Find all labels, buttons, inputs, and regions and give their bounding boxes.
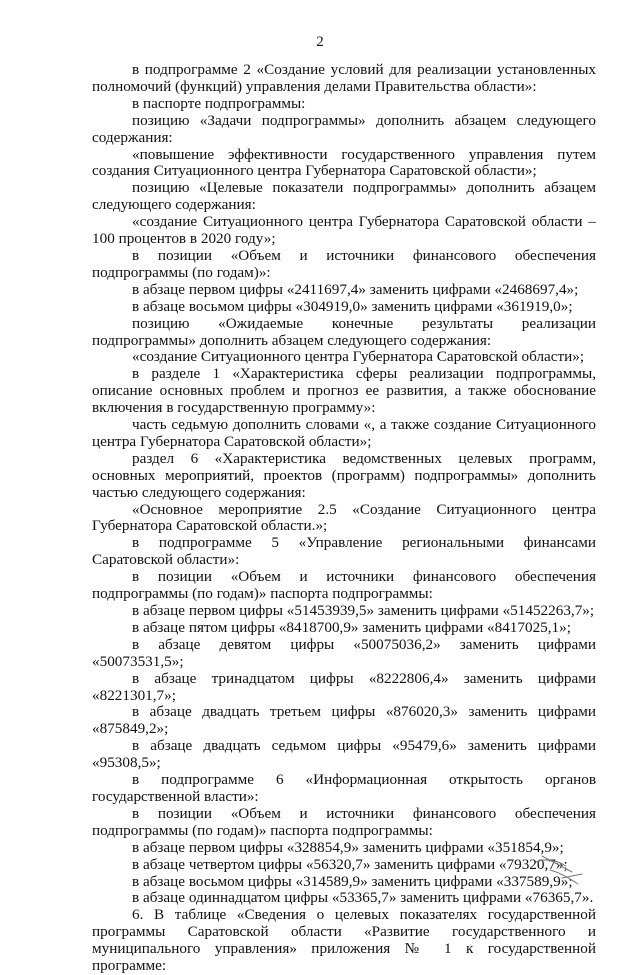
paragraph: в подпрограмме 2 «Создание условий для реализации установленных полномочий (функций) управления делами Правительства области»: (92, 61, 596, 95)
initials-mark (532, 848, 588, 888)
paragraph: в разделе 1 «Характеристика сферы реализации подпрограммы, описание основных проблем и прогноз ее развития, а также обоснование включения в государственную программу»: (92, 365, 596, 417)
paragraph: в позиции «Объем и источники финансового обеспечения подпрограммы (по годам)»: (92, 246, 596, 281)
paragraph: «создание Ситуационного центра Губернатора Саратовской области»; (132, 348, 585, 366)
paragraph: «создание Ситуационного центра Губернатора Саратовской области – 100 процентов в 2020 году»; (92, 213, 596, 248)
paragraph: в подпрограмме 6 «Информационная открытость органов государственной власти»: (92, 771, 596, 805)
paragraph: позицию «Целевые показатели подпрограммы» дополнить абзацем следующего содержания: (92, 179, 596, 214)
paragraph: в абзаце первом цифры «2411697,4» заменить цифрами «2468697,4»; (132, 280, 579, 298)
paragraph: позицию «Задачи подпрограммы» дополнить абзацем следующего содержания: (92, 111, 596, 146)
paragraph: в абзаце двадцать третьем цифры «876020,3» заменить цифрами «875849,2»; (92, 703, 596, 738)
paragraph: в абзаце двадцать седьмом цифры «95479,6» заменить цифрами «95308,5»; (92, 737, 596, 772)
paragraph: в абзаце восьмом цифры «314589,9» заменить цифрами «337589,9»; (132, 872, 573, 890)
paragraph: часть седьмую дополнить словами «, а также создание Ситуационного центра Губернатора Саратовской области»; (92, 416, 596, 450)
paragraph: в абзаце первом цифры «51453939,5» заменить цифрами «51452263,7»; (132, 602, 595, 619)
paragraph: позицию «Ожидаемые конечные результаты реализации подпрограммы» дополнить абзацем следующего содержания: (92, 314, 596, 349)
paragraph: в паспорте подпрограммы: (132, 94, 306, 112)
paragraph: «повышение эффективности государственного управления путем создания Ситуационного центра Губернатора Саратовской области»; (92, 145, 596, 180)
paragraph: в позиции «Объем и источники финансового обеспечения подпрограммы (по годам)» паспорта подпрограммы: (92, 568, 596, 603)
paragraph: в абзаце тринадцатом цифры «8222806,4» заменить цифрами «8221301,7»; (92, 669, 596, 704)
page-number: 2 (316, 34, 324, 50)
paragraph: в абзаце одиннадцатом цифры «53365,7» заменить цифрами «76365,7». (132, 889, 594, 907)
paragraph: в абзаце пятом цифры «8418700,9» заменить цифрами «8417025,1»; (132, 618, 571, 636)
paragraph: 6. В таблице «Сведения о целевых показателях государственной программы Саратовской области «Развитие государственного и муниципального управления» приложения № 1 к государственной программе: (92, 906, 596, 975)
paragraph: раздел 6 «Характеристика ведомственных целевых программ, основных мероприятий, проектов (программ) подпрограммы» дополнить частью следующего содержания: (92, 449, 596, 501)
document-body (92, 62, 596, 975)
paragraph: в абзаце четвертом цифры «56320,7» заменить цифрами «79320,7»; (132, 855, 568, 873)
paragraph: «Основное мероприятие 2.5 «Создание Ситуационного центра Губернатора Саратовской области.»; (92, 500, 596, 535)
paragraph: в абзаце первом цифры «328854,9» заменить цифрами «351854,9»; (132, 838, 564, 856)
paragraph: в подпрограмме 5 «Управление региональными финансами Саратовской области»: (92, 534, 596, 569)
paragraph: в позиции «Объем и источники финансового обеспечения подпрограммы (по годам)» паспорта подпрограммы: (92, 804, 596, 839)
paragraph: в абзаце восьмом цифры «304919,0» заменить цифрами «361919,0»; (132, 297, 573, 315)
paragraph: в абзаце девятом цифры «50075036,2» заменить цифрами «50073531,5»; (92, 635, 596, 670)
